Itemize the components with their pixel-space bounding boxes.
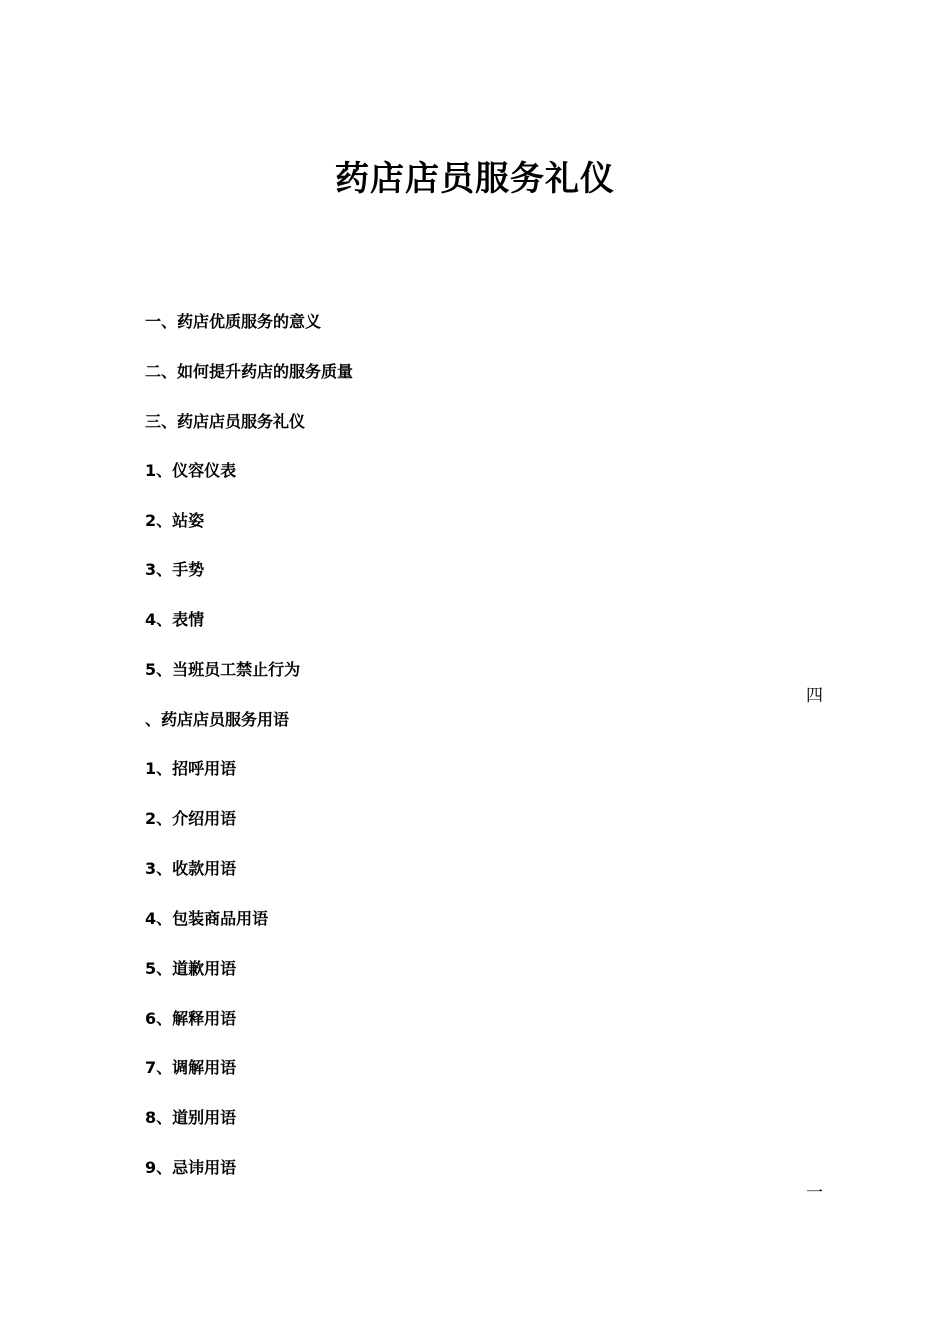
- toc-item: 5、当班员工禁止行为: [145, 660, 301, 679]
- toc-item: 5、道歉用语: [145, 959, 237, 978]
- toc-item: 三、药店店员服务礼仪: [145, 412, 306, 431]
- toc-item: 一、药店优质服务的意义: [145, 312, 322, 331]
- toc-item: 2、站姿: [145, 511, 205, 530]
- toc-item: 1、仪容仪表: [145, 461, 237, 480]
- toc-item: 1、招呼用语: [145, 759, 237, 778]
- toc-item: 8、道别用语: [145, 1108, 237, 1127]
- side-mark: 一: [806, 1183, 823, 1203]
- toc-item: 4、表情: [145, 610, 205, 629]
- toc-item: 、药店店员服务用语: [145, 710, 290, 729]
- toc-item: 3、收款用语: [145, 859, 237, 878]
- document-title: 药店店员服务礼仪: [335, 159, 615, 199]
- toc-item: 4、包装商品用语: [145, 909, 269, 928]
- toc-item: 3、手势: [145, 560, 205, 579]
- toc-item: 7、调解用语: [145, 1058, 237, 1077]
- toc-item: 6、解释用语: [145, 1009, 237, 1028]
- toc-item: 二、如何提升药店的服务质量: [145, 362, 354, 381]
- toc-item: 2、介绍用语: [145, 809, 237, 828]
- side-mark: 四: [806, 686, 823, 706]
- toc-item: 9、忌讳用语: [145, 1158, 237, 1177]
